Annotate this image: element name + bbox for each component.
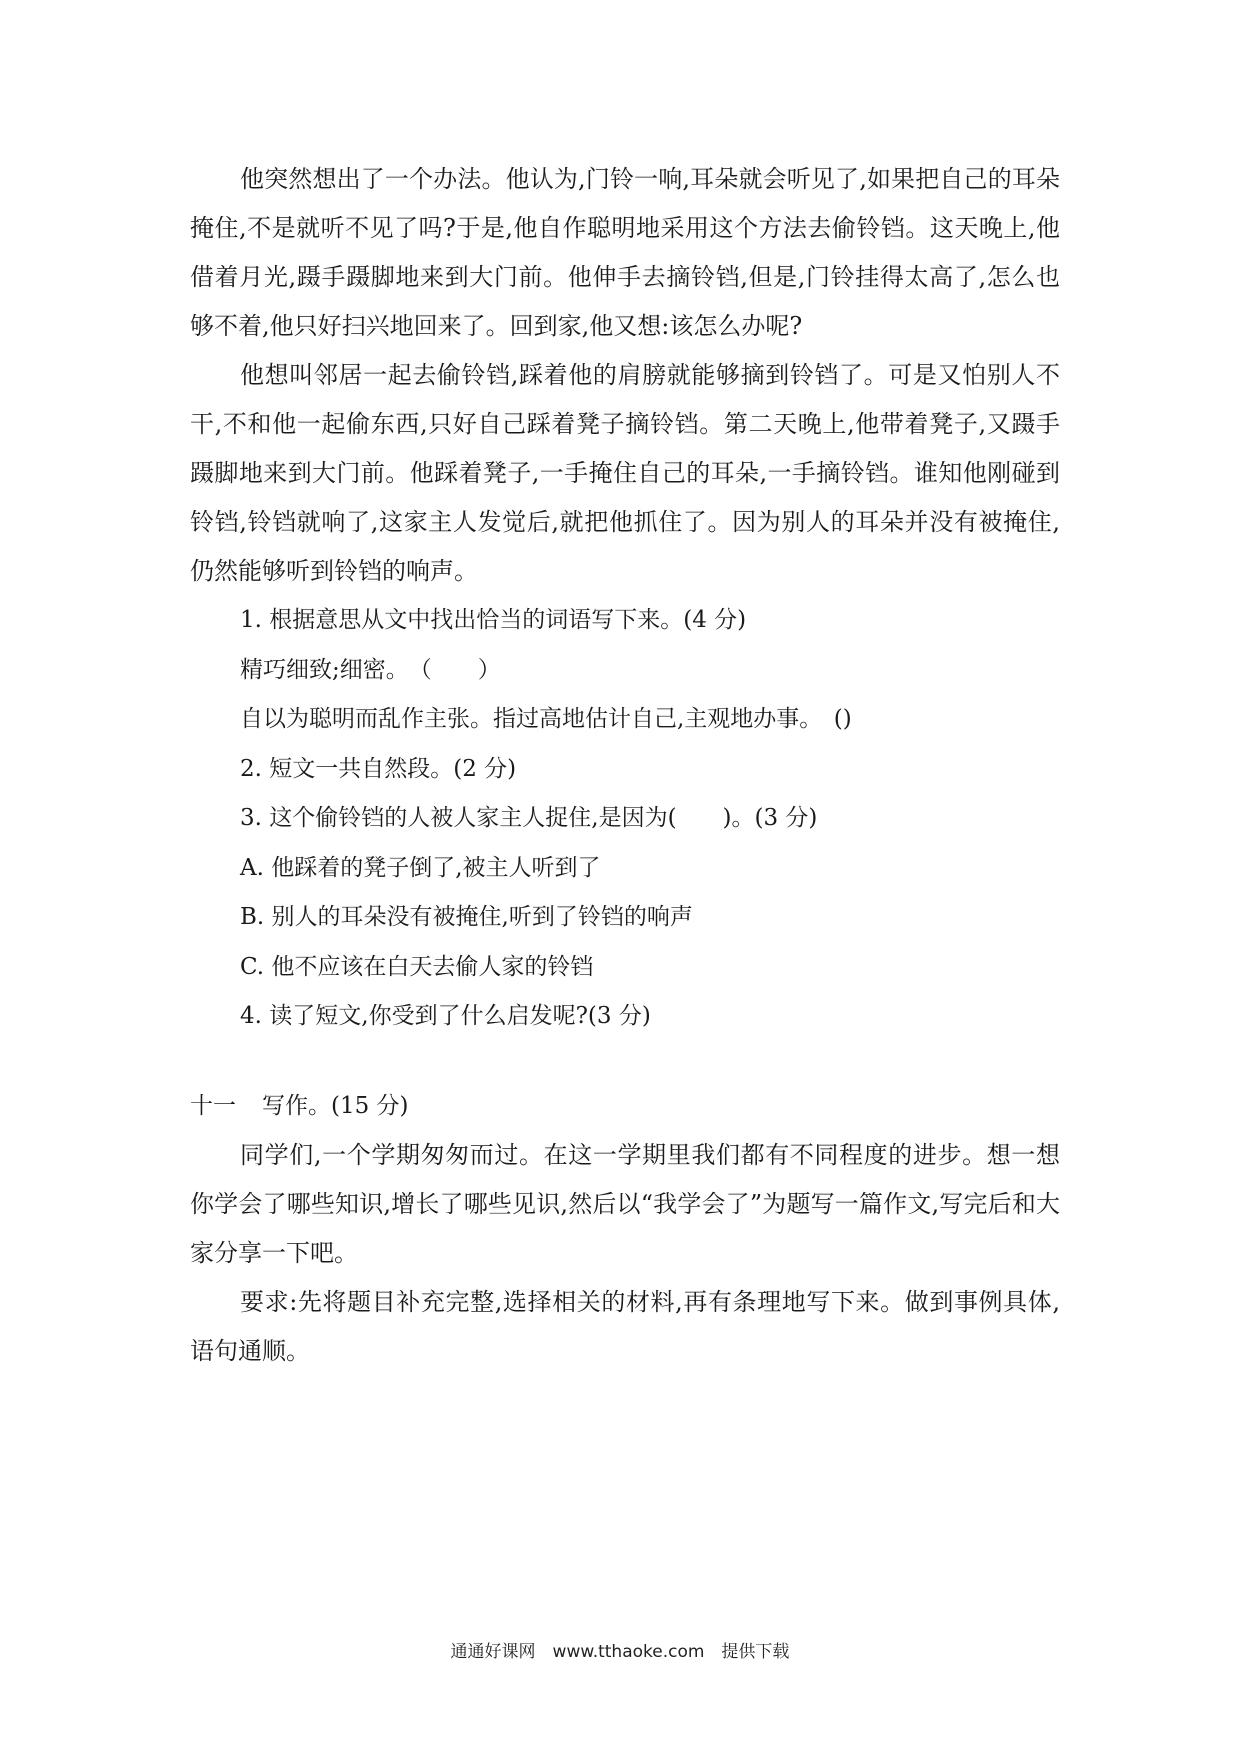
question-3-option-c: C. 他不应该在白天去偷人家的铃铛: [240, 953, 594, 980]
writing-requirement: 要求:先将题目补充完整,选择相关的材料,再有条理地写下来。做到事例具体,语句通顺。: [190, 1287, 1060, 1365]
story-paragraph: 他突然想出了一个办法。他认为,门铃一响,耳朵就会听见了,如果把自己的耳朵掩住,不是就听不见了吗?于是,他自作聪明地采用这个方法去偷铃铛。这天晚上,他借着月光,蹑手蹑脚地来到大门前。他伸手去摘铃铛,但是,门铃挂得太高了,怎么也够不着,他只好扫兴地回来了。回到家,他又想:该怎么办呢?: [190, 165, 1060, 340]
writing-section-title: [190, 1082, 1060, 1131]
story-paragraph: 他想叫邻居一起去偷铃铛,踩着他的肩膀就能够摘到铃铛了。可是又怕别人不干,不和他一起偷东西,只好自己踩着凳子摘铃铛。第二天晚上,他带着凳子,又蹑手蹑脚地来到大门前。他踩着凳子,一手掩住自己的耳朵,一手摘铃铛。谁知他刚碰到铃铛,铃铛就响了,这家主人发觉后,就把他抓住了。因为别人的耳朵并没有被掩住,仍然能够听到铃铛的响声。: [190, 361, 1060, 585]
section-heading: 写作。(15 分): [262, 1092, 409, 1119]
section-number: 十一: [190, 1092, 236, 1119]
writing-prompt: 同学们,一个学期匆匆而过。在这一学期里我们都有不同程度的进步。想一想你学会了哪些知识,增长了哪些见识,然后以“我学会了”为题写一篇作文,写完后和大家分享一下吧。: [190, 1140, 1060, 1267]
page-footer: 通通好课网 www.tthaoke.com 提供下载: [450, 1642, 790, 1662]
question-1-item-a: 精巧细致;细密。 （ ）: [240, 656, 501, 683]
question-3: 3. 这个偷铃铛的人被人家主人捉住,是因为( )。(3 分): [240, 805, 818, 831]
question-3-option-a: A. 他踩着的凳子倒了,被主人听到了: [240, 854, 601, 881]
section-gap: [190, 1042, 1060, 1082]
question-2: 2. 短文一共自然段。(2 分): [240, 755, 517, 782]
question-3-option-b: B. 别人的耳朵没有被掩住,听到了铃铛的响声: [240, 904, 693, 930]
page-content: [190, 155, 1060, 1376]
question-1-item-b: 自以为聪明而乱作主张。指过高地估计自己,主观地办事。 (): [240, 706, 852, 732]
question-1: 1. 根据意思从文中找出恰当的词语写下来。(4 分): [240, 607, 747, 633]
question-4: 4. 读了短文,你受到了什么启发呢?(3 分): [240, 1003, 651, 1029]
